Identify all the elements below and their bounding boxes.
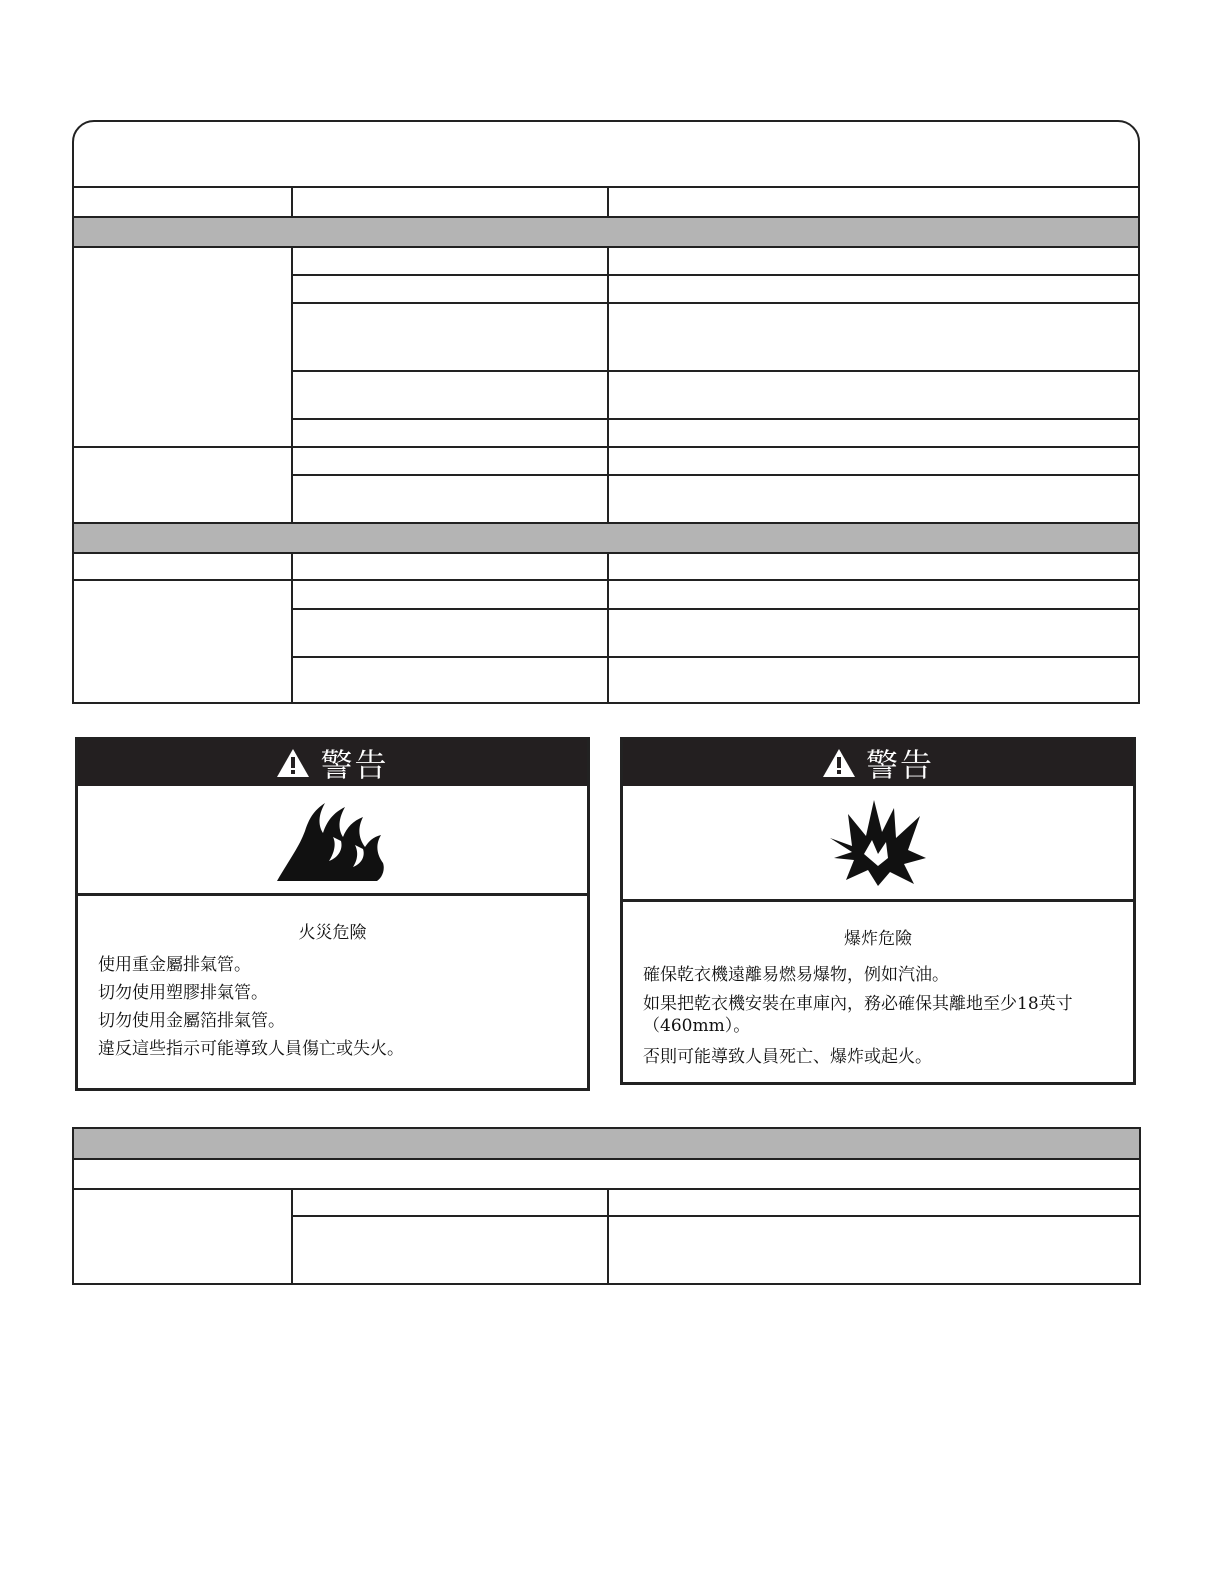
- table-rule: [607, 552, 609, 704]
- table-rule: [74, 522, 1138, 524]
- warning-body: [623, 918, 1133, 1071]
- table-rule: [291, 418, 1140, 420]
- warning-body: [78, 912, 587, 1063]
- troubleshooting-table-bottom: [72, 1127, 1141, 1285]
- table-rule: [74, 216, 1138, 218]
- hazard-title: 爆炸危險: [844, 929, 912, 949]
- table-rule: [291, 1215, 1141, 1217]
- table-rule: [74, 1158, 1139, 1160]
- table-rule: [607, 1188, 609, 1283]
- table-rule: [74, 552, 1138, 554]
- troubleshooting-table-top: [72, 120, 1140, 704]
- warning-line: 切勿使用塑膠排氣管。: [98, 983, 268, 1003]
- warning-line: 使用重金屬排氣管。: [98, 955, 251, 975]
- table-rule: [607, 246, 609, 523]
- table-rule: [74, 186, 1138, 188]
- fire-warning-box: [75, 737, 590, 1091]
- hazard-pictogram: [623, 786, 1133, 902]
- warning-word: 警告: [865, 746, 934, 784]
- alert-triangle-icon: [822, 748, 856, 778]
- warning-header: [623, 740, 1133, 786]
- table-rule: [291, 608, 1140, 610]
- warning-word: 警告: [320, 746, 389, 784]
- table-rule: [291, 370, 1140, 372]
- warning-line: 違反這些指示可能導致人員傷亡或失火。: [98, 1039, 404, 1059]
- table-rule: [74, 446, 1138, 448]
- table-rule: [291, 274, 1140, 276]
- table-rule: [291, 656, 1140, 658]
- table-rule: [74, 246, 1138, 248]
- table-rule: [291, 474, 1140, 476]
- hazard-pictogram: [78, 786, 587, 896]
- table-rule: [74, 579, 1138, 581]
- section-band: [74, 216, 1138, 246]
- alert-triangle-icon: [276, 748, 310, 778]
- table-title-area: [74, 122, 1138, 187]
- warning-line: 否則可能導致人員死亡、爆炸或起火。: [643, 1047, 932, 1067]
- warning-line: 確保乾衣機遠離易燃易爆物，例如汽油。: [643, 965, 949, 985]
- section-band: [74, 522, 1138, 552]
- fire-icon: [273, 797, 393, 883]
- warning-line: 如果把乾衣機安裝在車庫內，務必確保其離地至少18英寸（460mm）。: [643, 994, 1073, 1036]
- warning-header: [78, 740, 587, 786]
- explosion-warning-box: [620, 737, 1136, 1085]
- section-band: [74, 1129, 1139, 1158]
- table-rule: [607, 186, 609, 217]
- table-rule: [291, 246, 293, 523]
- table-rule: [291, 186, 293, 217]
- table-rule: [291, 552, 293, 704]
- explosion-icon: [828, 798, 928, 888]
- hazard-title: 火災危險: [298, 923, 367, 943]
- warning-line: 切勿使用金屬箔排氣管。: [98, 1011, 285, 1031]
- table-rule: [291, 302, 1140, 304]
- table-rule: [291, 1188, 293, 1283]
